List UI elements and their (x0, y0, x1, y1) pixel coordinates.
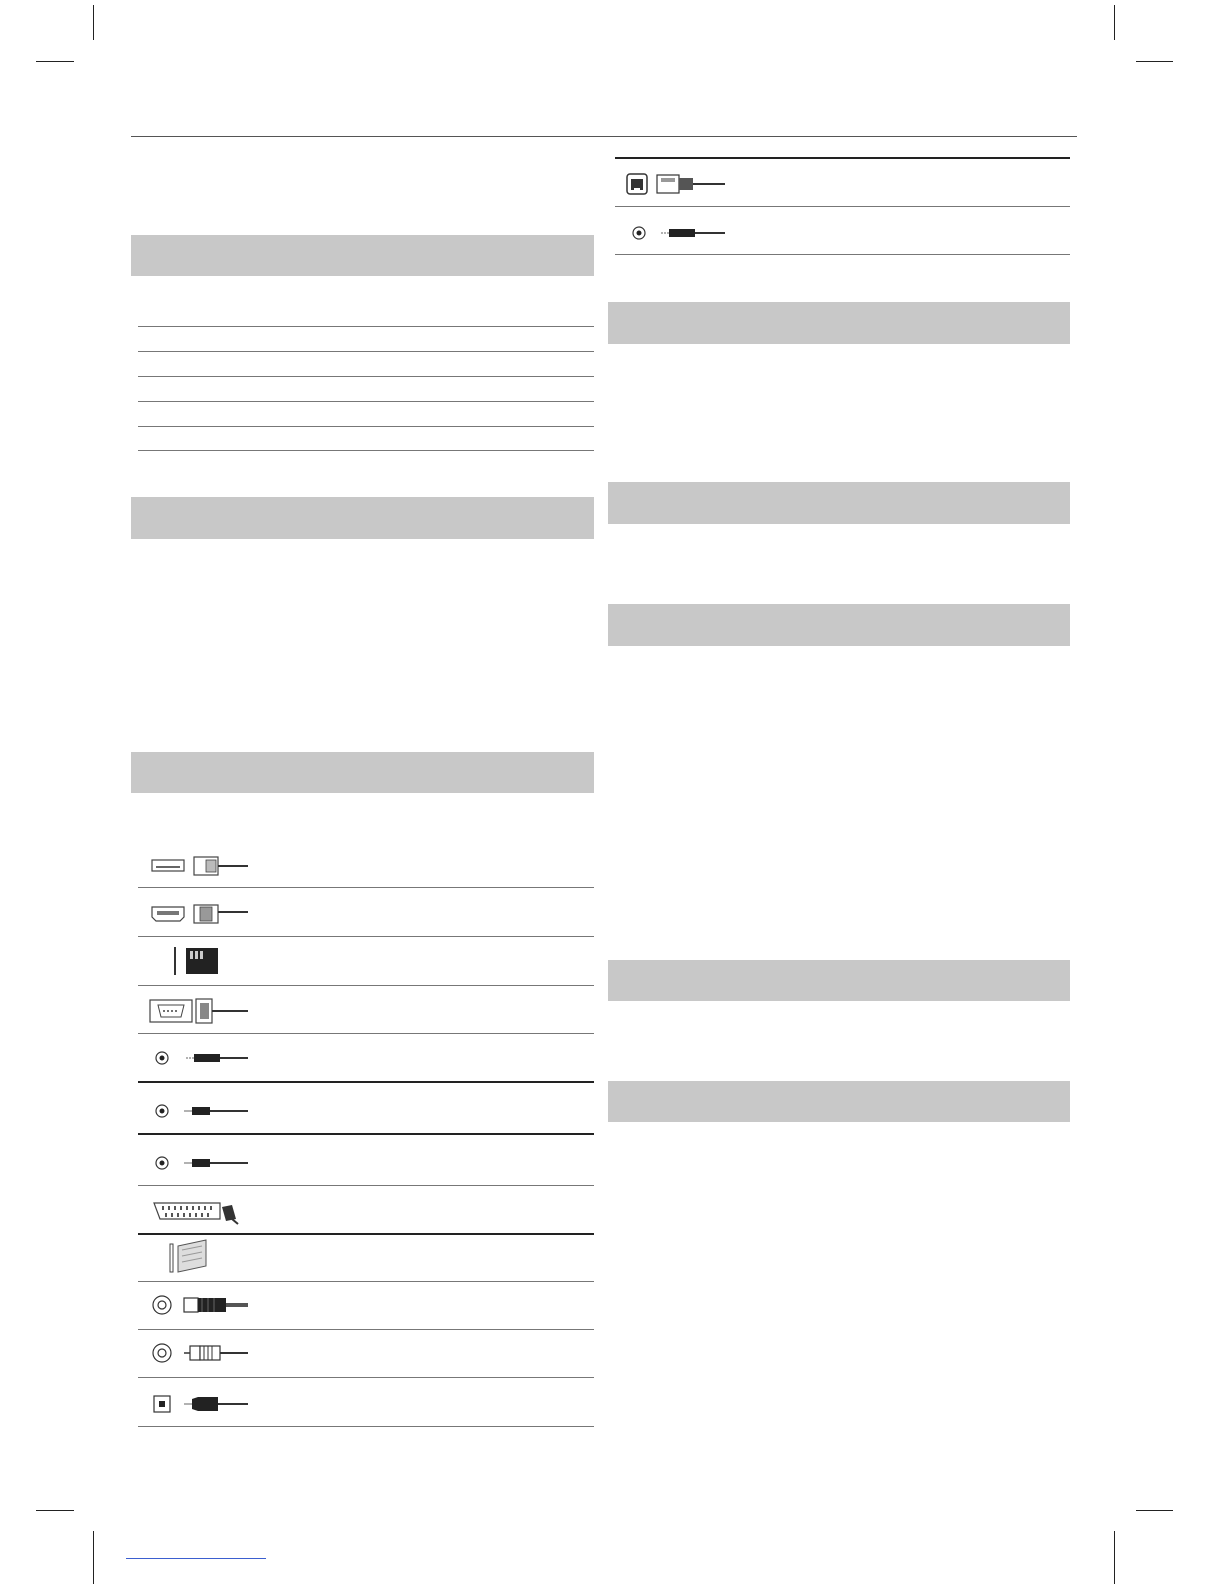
connector-row-antenna (138, 1286, 594, 1326)
section-heading-band (131, 752, 594, 793)
connector-divider (615, 157, 1070, 159)
connector-row-ethernet (615, 164, 1070, 204)
table-divider (138, 351, 594, 352)
crop-mark-bottom-right-h (1136, 1510, 1173, 1511)
table-divider (138, 426, 594, 427)
connector-divider (138, 1081, 594, 1083)
audio-jack-icon (148, 1040, 268, 1078)
crop-mark-bottom-right-v (1114, 1531, 1115, 1584)
connector-row-mini-jack (138, 1092, 594, 1130)
connector-row-hdmi (138, 893, 594, 935)
section-heading-band (608, 482, 1070, 524)
section-heading-band (608, 604, 1070, 646)
connector-row-vga (138, 991, 594, 1033)
connector-row-audio (138, 1040, 594, 1078)
connector-divider (138, 936, 594, 937)
antenna-port-icon (148, 1286, 268, 1326)
connector-divider (138, 1185, 594, 1186)
crop-mark-top-right-v (1114, 5, 1115, 40)
table-divider (138, 401, 594, 402)
sd-card-slot-icon (148, 942, 268, 984)
crop-mark-top-left-h (36, 61, 74, 62)
hdmi-port-icon (148, 893, 268, 935)
optical-port-icon (148, 1384, 268, 1424)
connector-row-sd (138, 942, 594, 984)
mini-jack-icon (148, 1092, 268, 1130)
footer-link-underline[interactable] (126, 1558, 266, 1559)
scart-port-icon (148, 1191, 268, 1231)
connector-divider (138, 887, 594, 888)
crop-mark-bottom-left-h (36, 1510, 74, 1511)
connector-row-ci (138, 1238, 594, 1278)
section-heading-band (608, 302, 1070, 344)
crop-mark-top-right-h (1136, 61, 1173, 62)
vga-port-icon (148, 991, 268, 1033)
section-heading-band (131, 235, 594, 276)
connector-divider (138, 1133, 594, 1135)
ethernet-port-icon (625, 164, 745, 204)
connector-divider (615, 254, 1070, 255)
table-divider (138, 376, 594, 377)
connector-divider (138, 1329, 594, 1330)
connector-row-audio (615, 214, 1070, 252)
section-heading-band (131, 497, 594, 539)
connector-row-optical (138, 1384, 594, 1424)
connector-divider (138, 985, 594, 986)
table-divider (138, 326, 594, 327)
connector-row-usb (138, 845, 594, 887)
connector-row-satellite (138, 1334, 594, 1374)
table-divider (138, 450, 594, 451)
audio-jack-icon (625, 214, 745, 252)
usb-port-icon (148, 845, 268, 887)
connector-divider (138, 1033, 594, 1034)
crop-mark-bottom-left-v (93, 1531, 94, 1584)
header-rule (131, 136, 1077, 137)
crop-mark-top-left-v (93, 5, 94, 40)
connector-divider (138, 1281, 594, 1282)
section-heading-band (608, 1081, 1070, 1122)
ci-card-slot-icon (148, 1238, 268, 1278)
connector-divider (138, 1426, 594, 1427)
connector-divider (615, 206, 1070, 207)
satellite-port-icon (148, 1334, 268, 1374)
connector-divider (138, 1233, 594, 1235)
connector-divider (138, 1377, 594, 1378)
section-heading-band (608, 960, 1070, 1001)
mini-jack-icon (148, 1144, 268, 1182)
connector-row-scart (138, 1191, 594, 1231)
connector-row-mini-jack (138, 1144, 594, 1182)
